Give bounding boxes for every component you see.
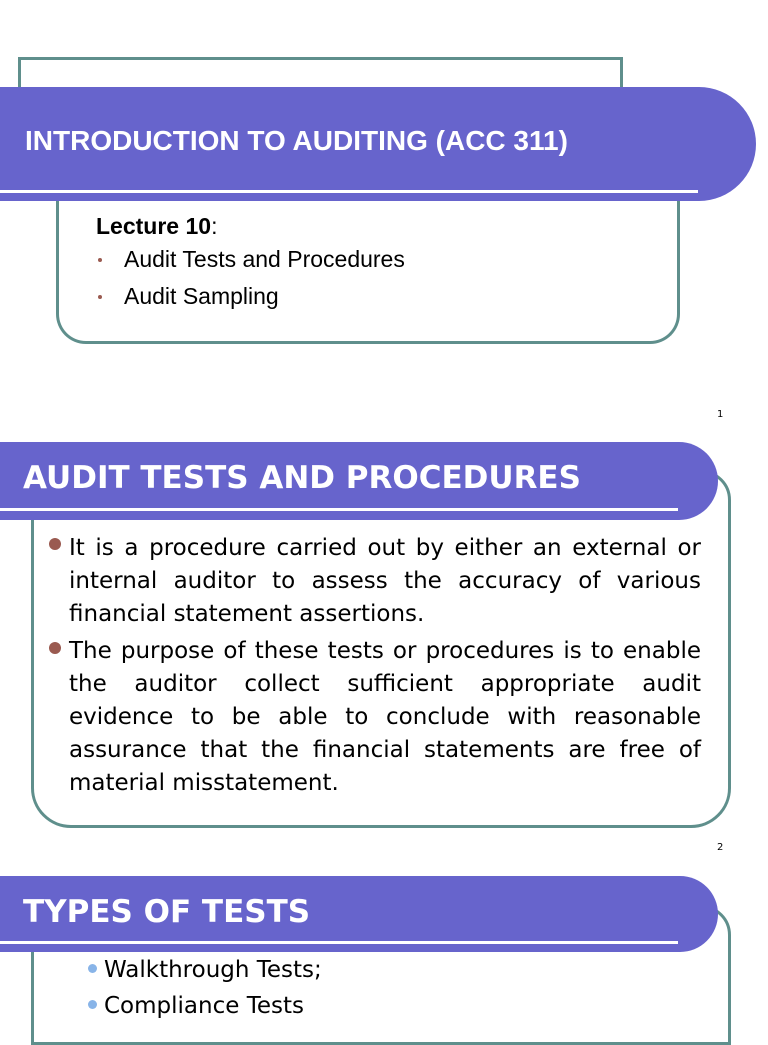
bullet-dot (98, 258, 102, 262)
slide-2-bullet-1: It is a procedure carried out by either an external or internal auditor to assess the accuracy of various financial statement assertions. (69, 535, 701, 627)
slide-1-lecture-heading (96, 211, 217, 241)
slide-3-bullet-2: Compliance Tests (104, 993, 304, 1019)
lecture-suffix: : (211, 213, 218, 239)
bullet-dot (49, 538, 61, 550)
slide-3-bullet-1: Walkthrough Tests; (104, 957, 322, 983)
slide-2-title-banner (0, 442, 718, 520)
slide-3-title-rule (0, 941, 678, 944)
slide-1-title-rule (0, 190, 698, 193)
slide-2-title: AUDIT TESTS AND PROCEDURES (23, 460, 581, 496)
slide-2-number: 2 (717, 842, 724, 853)
slide-2-bullet-2: The purpose of these tests or procedures is to enable the auditor collect sufficient appropriate audit evidence to be able to conclude with reasonable assurance that the financial statements are free of material misstatement. (69, 638, 701, 796)
lecture-label: Lecture 10 (96, 213, 212, 239)
slide-1-bullet-2: Audit Sampling (124, 283, 279, 309)
bullet-dot (88, 1000, 97, 1009)
slide-1-title-banner (0, 87, 756, 201)
bullet-dot (88, 964, 97, 973)
slide-3-title: TYPES OF TESTS (23, 894, 311, 930)
slide-1-title: INTRODUCTION TO AUDITING (ACC 311) (25, 125, 568, 156)
slide-3-title-banner (0, 876, 718, 952)
bullet-dot (98, 295, 102, 299)
slide-1-number: 1 (717, 409, 724, 420)
slide-1-bullet-1: Audit Tests and Procedures (124, 246, 405, 272)
bullet-dot (49, 642, 61, 654)
slide-2-title-rule (0, 508, 678, 511)
